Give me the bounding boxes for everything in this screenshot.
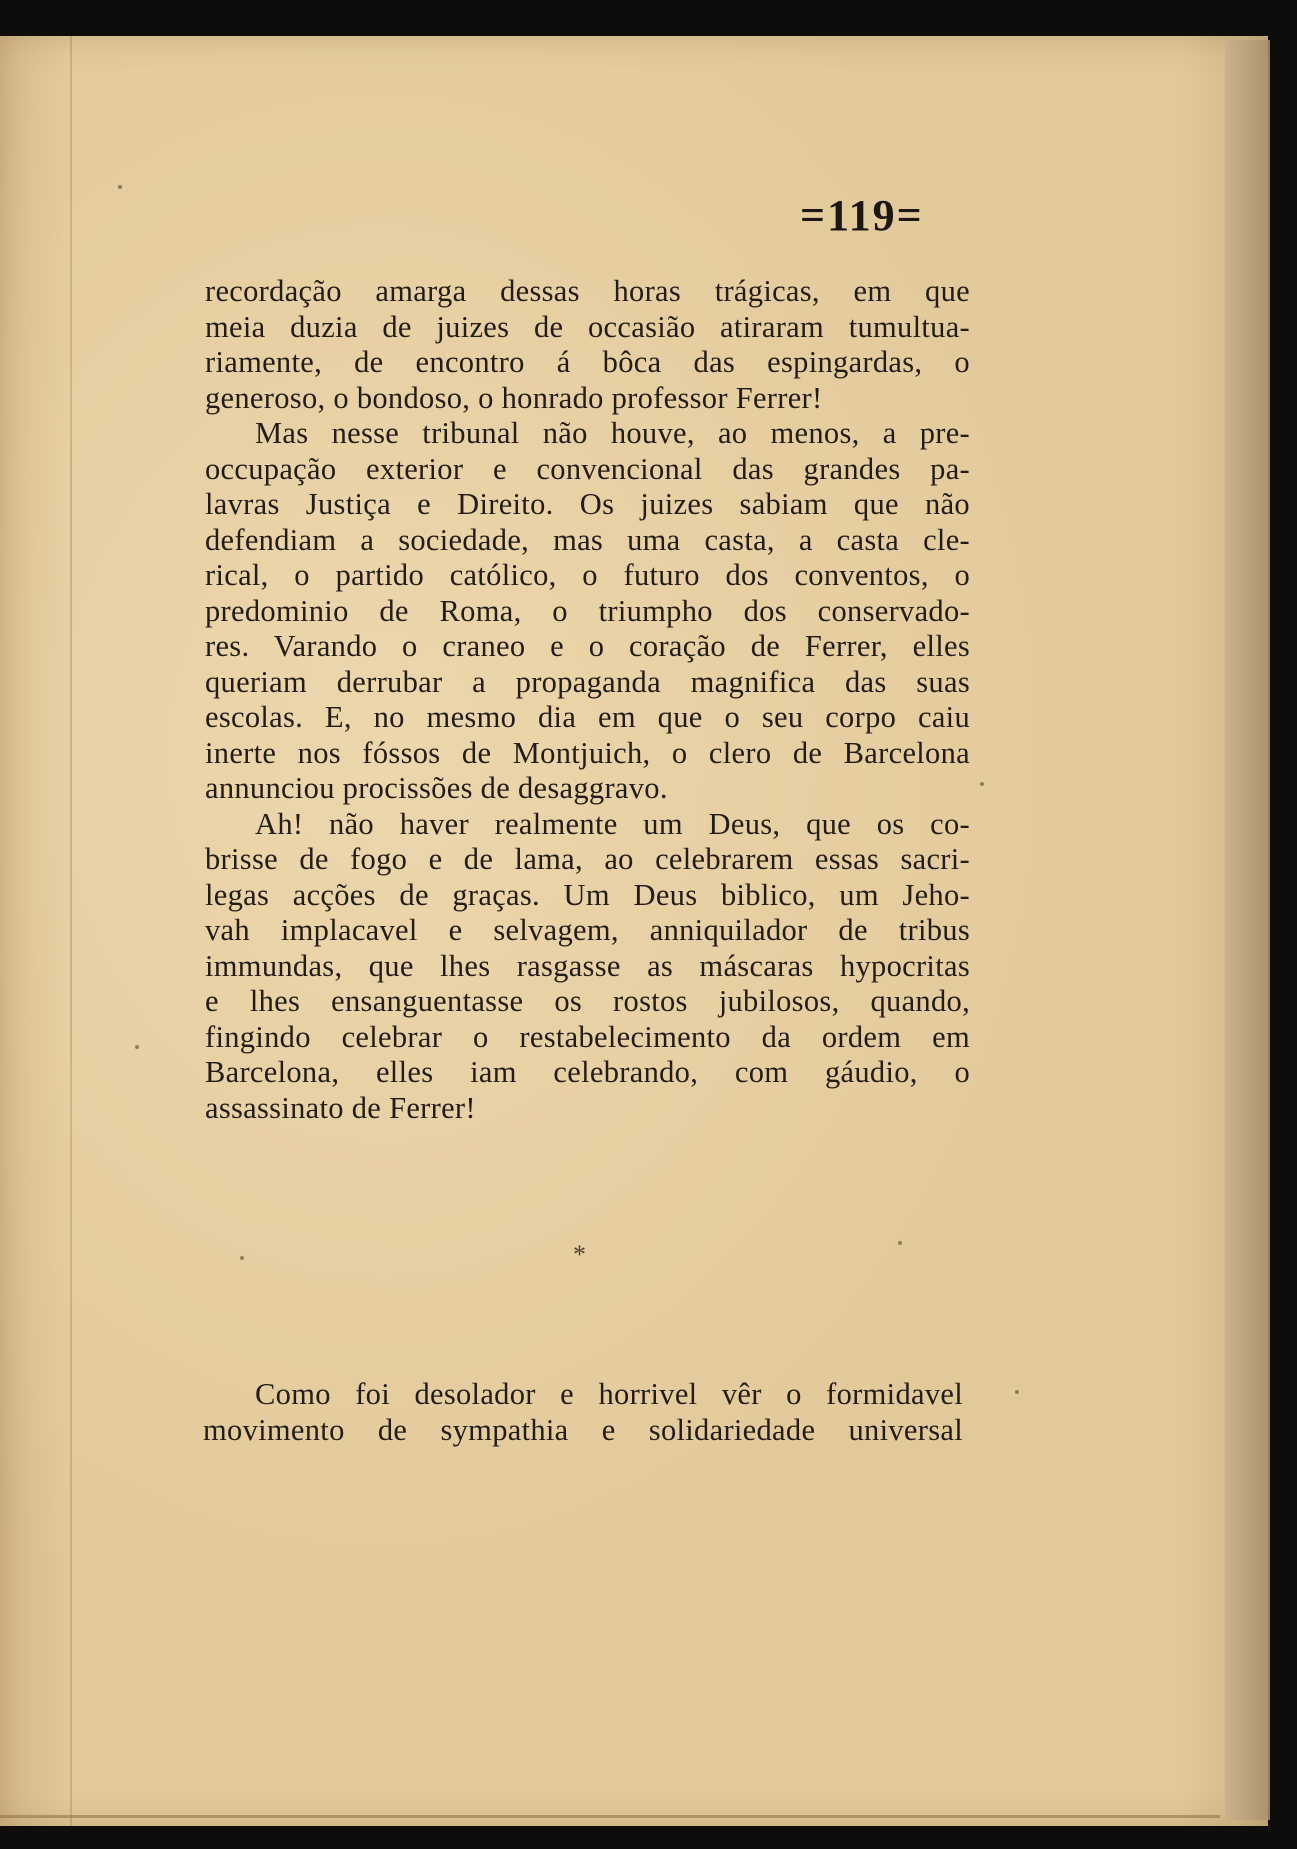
text-line: lavras Justiça e Direito. Os juizes sabiam que não xyxy=(205,487,970,521)
text-line: recordação amarga dessas horas trágicas, em que xyxy=(205,274,970,308)
paper-speck xyxy=(898,1241,902,1245)
text-line: rical, o partido católico, o futuro dos conventos, o xyxy=(205,558,970,592)
text-line: Como foi desolador e horrivel vêr o formidavel xyxy=(255,1377,963,1411)
text-line: queriam derrubar a propaganda magnifica das suas xyxy=(205,664,970,699)
page-bottom-edge xyxy=(0,1815,1220,1818)
text-line: assassinato de Ferrer! xyxy=(205,1090,476,1125)
main-paragraphs xyxy=(205,274,970,1126)
paper-speck xyxy=(135,1045,139,1049)
page-number: =119= xyxy=(800,191,924,240)
text-line: inerte nos fóssos de Montjuich, o clero de Barcelona xyxy=(205,735,970,770)
paper-speck xyxy=(118,185,122,189)
closing-paragraph xyxy=(203,1377,963,1448)
text-line: movimento de sympathia e solidariedade universal xyxy=(203,1412,963,1447)
text-line: immundas, que lhes rasgasse as máscaras hypocritas xyxy=(205,948,970,983)
section-separator: * xyxy=(573,1240,586,1269)
text-line: Mas nesse tribunal não houve, ao menos, a pre- xyxy=(255,416,970,450)
text-line: Barcelona, elles iam celebrando, com gáudio, o xyxy=(205,1055,970,1089)
bleed-through-shadow xyxy=(205,1125,970,1158)
page-edge-stack xyxy=(1225,40,1270,1820)
text-line: e lhes ensanguentasse os rostos jubilosos, quando, xyxy=(205,984,970,1018)
text-line: Ah! não haver realmente um Deus, que os co- xyxy=(255,806,970,841)
text-line: generoso, o bondoso, o honrado professor Ferrer! xyxy=(205,380,823,415)
text-line: occupação exterior e convencional das grandes pa- xyxy=(205,451,970,486)
paper-speck xyxy=(1015,1390,1019,1394)
text-line: vah implacavel e selvagem, anniquilador de tribus xyxy=(205,913,970,947)
text-line: legas acções de graças. Um Deus biblico, um Jeho- xyxy=(205,877,970,912)
text-line: res. Varando o craneo e o coração de Ferrer, elles xyxy=(205,629,970,663)
text-line: predominio de Roma, o triumpho dos conservado- xyxy=(205,593,970,628)
text-line: defendiam a sociedade, mas uma casta, a casta cle- xyxy=(205,522,970,557)
paper-speck xyxy=(240,1256,244,1260)
text-line: brisse de fogo e de lama, ao celebrarem essas sacri- xyxy=(205,842,970,876)
text-line: riamente, de encontro á bôca das espingardas, o xyxy=(205,345,970,379)
text-line: meia duzia de juizes de occasião atiraram tumultua- xyxy=(205,309,970,344)
text-line: escolas. E, no mesmo dia em que o seu corpo caiu xyxy=(205,700,970,734)
page-fold-line xyxy=(70,36,72,1826)
text-line: fingindo celebrar o restabelecimento da ordem em xyxy=(205,1019,970,1054)
text-line: annunciou procissões de desaggravo. xyxy=(205,771,668,805)
paper-speck xyxy=(980,782,984,786)
